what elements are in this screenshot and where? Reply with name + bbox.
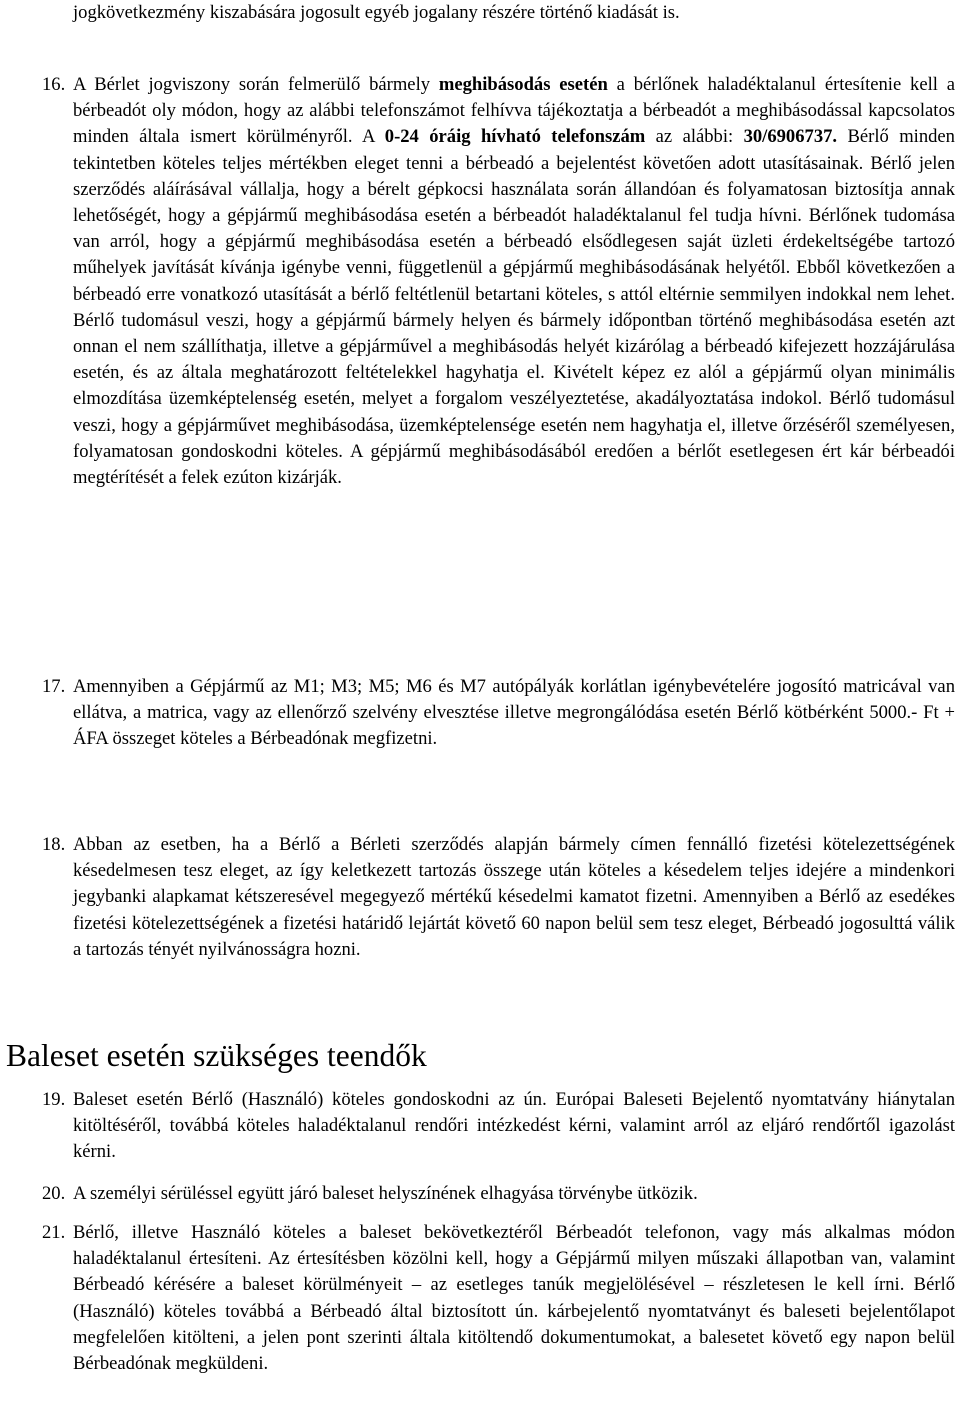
clause-number: 19. [42,1089,66,1110]
clause-text-bold: 0-24 óráig hívható telefonszám [384,126,646,148]
clause-text-segment: Amennyiben a Gépjármű az M1; M3; M5; M6 és M7 autópályák korlátlan igénybevételére jogosító matricával van ellátva, a matrica, vagy az ellenőrző szelvény elvesztése illetve megrongálódása esetén Bérlő kötbérként 5000.- Ft + ÁFA összeget köteles a Bérbeadónak megfizetni. [73,676,955,750]
clause-text-segment: Baleset esetén Bérlő (Használó) köteles gondoskodni az ún. Európai Baleseti Bejelentő nyomtatvány hiánytalan kitöltéséről, továbbá köteles haladéktalanul rendőri intézkedést kérni, valamint arról az eljáró rendőrtől igazolást kérni. [73,1089,955,1163]
clause-text-segment: Bérlő minden tekintetben köteles teljes mértékben eleget tenni a bérbeadó a bejelentést követően adott utasításainak. Bérlő jelen szerződés aláírásával vállalja, hogy a bérelt gépkocsi használata során állandóan és folyamatosan biztosítja annak lehetőségét, hogy a gépjármű meghibásodása esetén a bérbeadót haladéktalanul fel tudja hívni. Bérlőnek tudomása van arról, hogy a gépjármű meghibásodása esetén a bérbeadó elsődlegesen saját üzleti érdekeltségébe tartozó műhelyek javítását kívánja igénybe venni, függetlenül a gépjármű meghibásodásának helyétől. Ebből következően a bérbeadó erre vonatkozó utasítását a bérlő feltétlenül betartani köteles, s attól eltérnie semmilyen indokkal nem lehet. Bérlő tudomásul veszi, hogy a gépjármű bármely helyen és bármely időpontban történő meghibásodása esetén azt onnan el nem szállíthatja, illetve a gépjárművel a meghibásodás helyét kizárólag a bérbeadó kifejezett hozzájárulása esetén, és az általa meghatározott feltételekkel hagyhatja el. Kivételt képez ez alól a gépjármű olyan minimális elmozdítása üzemképtelenség esetén, melyet a forgalom veszélyeztetése, akadályoztatása indokol. Bérlő tudomásul veszi, hogy a gépjárművet meghibásodása, üzemképtelensége esetén nem hagyhatja el, illetve őrzéséről személyesen, folyamatosan gondoskodni köteles. A gépjármű meghibásodásából eredően a bérlőt esetlegesen ért kár bérbeadói megtérítését a felek ezúton kizárják. [73,126,955,489]
clause-text-segment: Abban az esetben, ha a Bérlő a Bérleti szerződés alapján bármely címen fennálló fizetési kötelezettségének késedelmesen tesz eleget, az így keletkezett tartozás összege után köteles a késedelem teljes idejére a mindenkori jegybanki alapkamat kétszeresével megegyező mértékű késedelmi kamatot fizetni. Amennyiben a Bérlő az esedékes fizetési kötelezettségének a fizetési határidő lejártát követő 60 napon belül sem tesz eleget, Bérbeadó jogosulttá válik a tartozás tényét nyilvánosságra hozni. [73,834,955,960]
clause-20 [0,1181,960,1207]
clause-text-segment: A személyi sérüléssel együtt járó baleset helyszínének elhagyása törvénybe ütközik. [73,1183,698,1204]
clause-18 [0,832,960,963]
clause-number: 18. [42,834,66,855]
clause-number: 20. [42,1183,66,1204]
continuation-line: jogkövetkezmény kiszabására jogosult egyéb jogalany részére történő kiadását is. [73,2,680,23]
clause-text [73,674,955,753]
clause-19 [0,1087,960,1166]
clause-21 [0,1220,960,1377]
clause-text-segment: Bérlő, illetve Használó köteles a baleset bekövetkeztéről Bérbeadót telefonon, vagy más alkalmas módon haladéktalanul értesíteni. Az értesítésben közölni kell, hogy a Gépjármű milyen műszaki állapotban van, valamint Bérbeadó kérésére a baleset körülményeit – az esetleges tanúk megjelölésével – részletesen le kell írni. Bérlő (Használó) köteles továbbá a Bérbeadó által biztosított ún. kárbejelentő nyomtatványt és baleseti bejelentőlapot megfelelően kitölteni, a jelen pont szerinti általa kitöltendő dokumentumokat, a balesetet követő egy napon belül Bérbeadónak megküldeni. [73,1222,955,1375]
clause-text [73,72,955,491]
clause-17 [0,674,960,753]
clause-number: 17. [42,676,66,697]
clause-16 [0,72,960,491]
clause-text [73,1181,955,1207]
clause-text-bold: 30/6906737. [743,126,838,148]
clause-number: 21. [42,1222,66,1243]
clause-text-segment: A Bérlet jogviszony során felmerülő bármely [73,74,439,95]
clause-text-segment: a bérlőnek haladéktalanul értesítenie kell a bérbeadót oly módon, hogy az alábbi telefonszámot felhívva tájékoztatja a bérbeadót a meghibásodással kapcsolatos minden általa ismert körülményről. A [73,74,956,148]
section-heading: Baleset esetén szükséges teendők [6,1038,427,1073]
clause-text [73,1220,955,1377]
clause-text-segment: az alábbi: [645,126,744,148]
clause-number: 16. [42,74,66,95]
clause-text-bold: meghibásodás esetén [438,74,608,95]
clause-text [73,1087,955,1166]
clause-text [73,832,955,963]
